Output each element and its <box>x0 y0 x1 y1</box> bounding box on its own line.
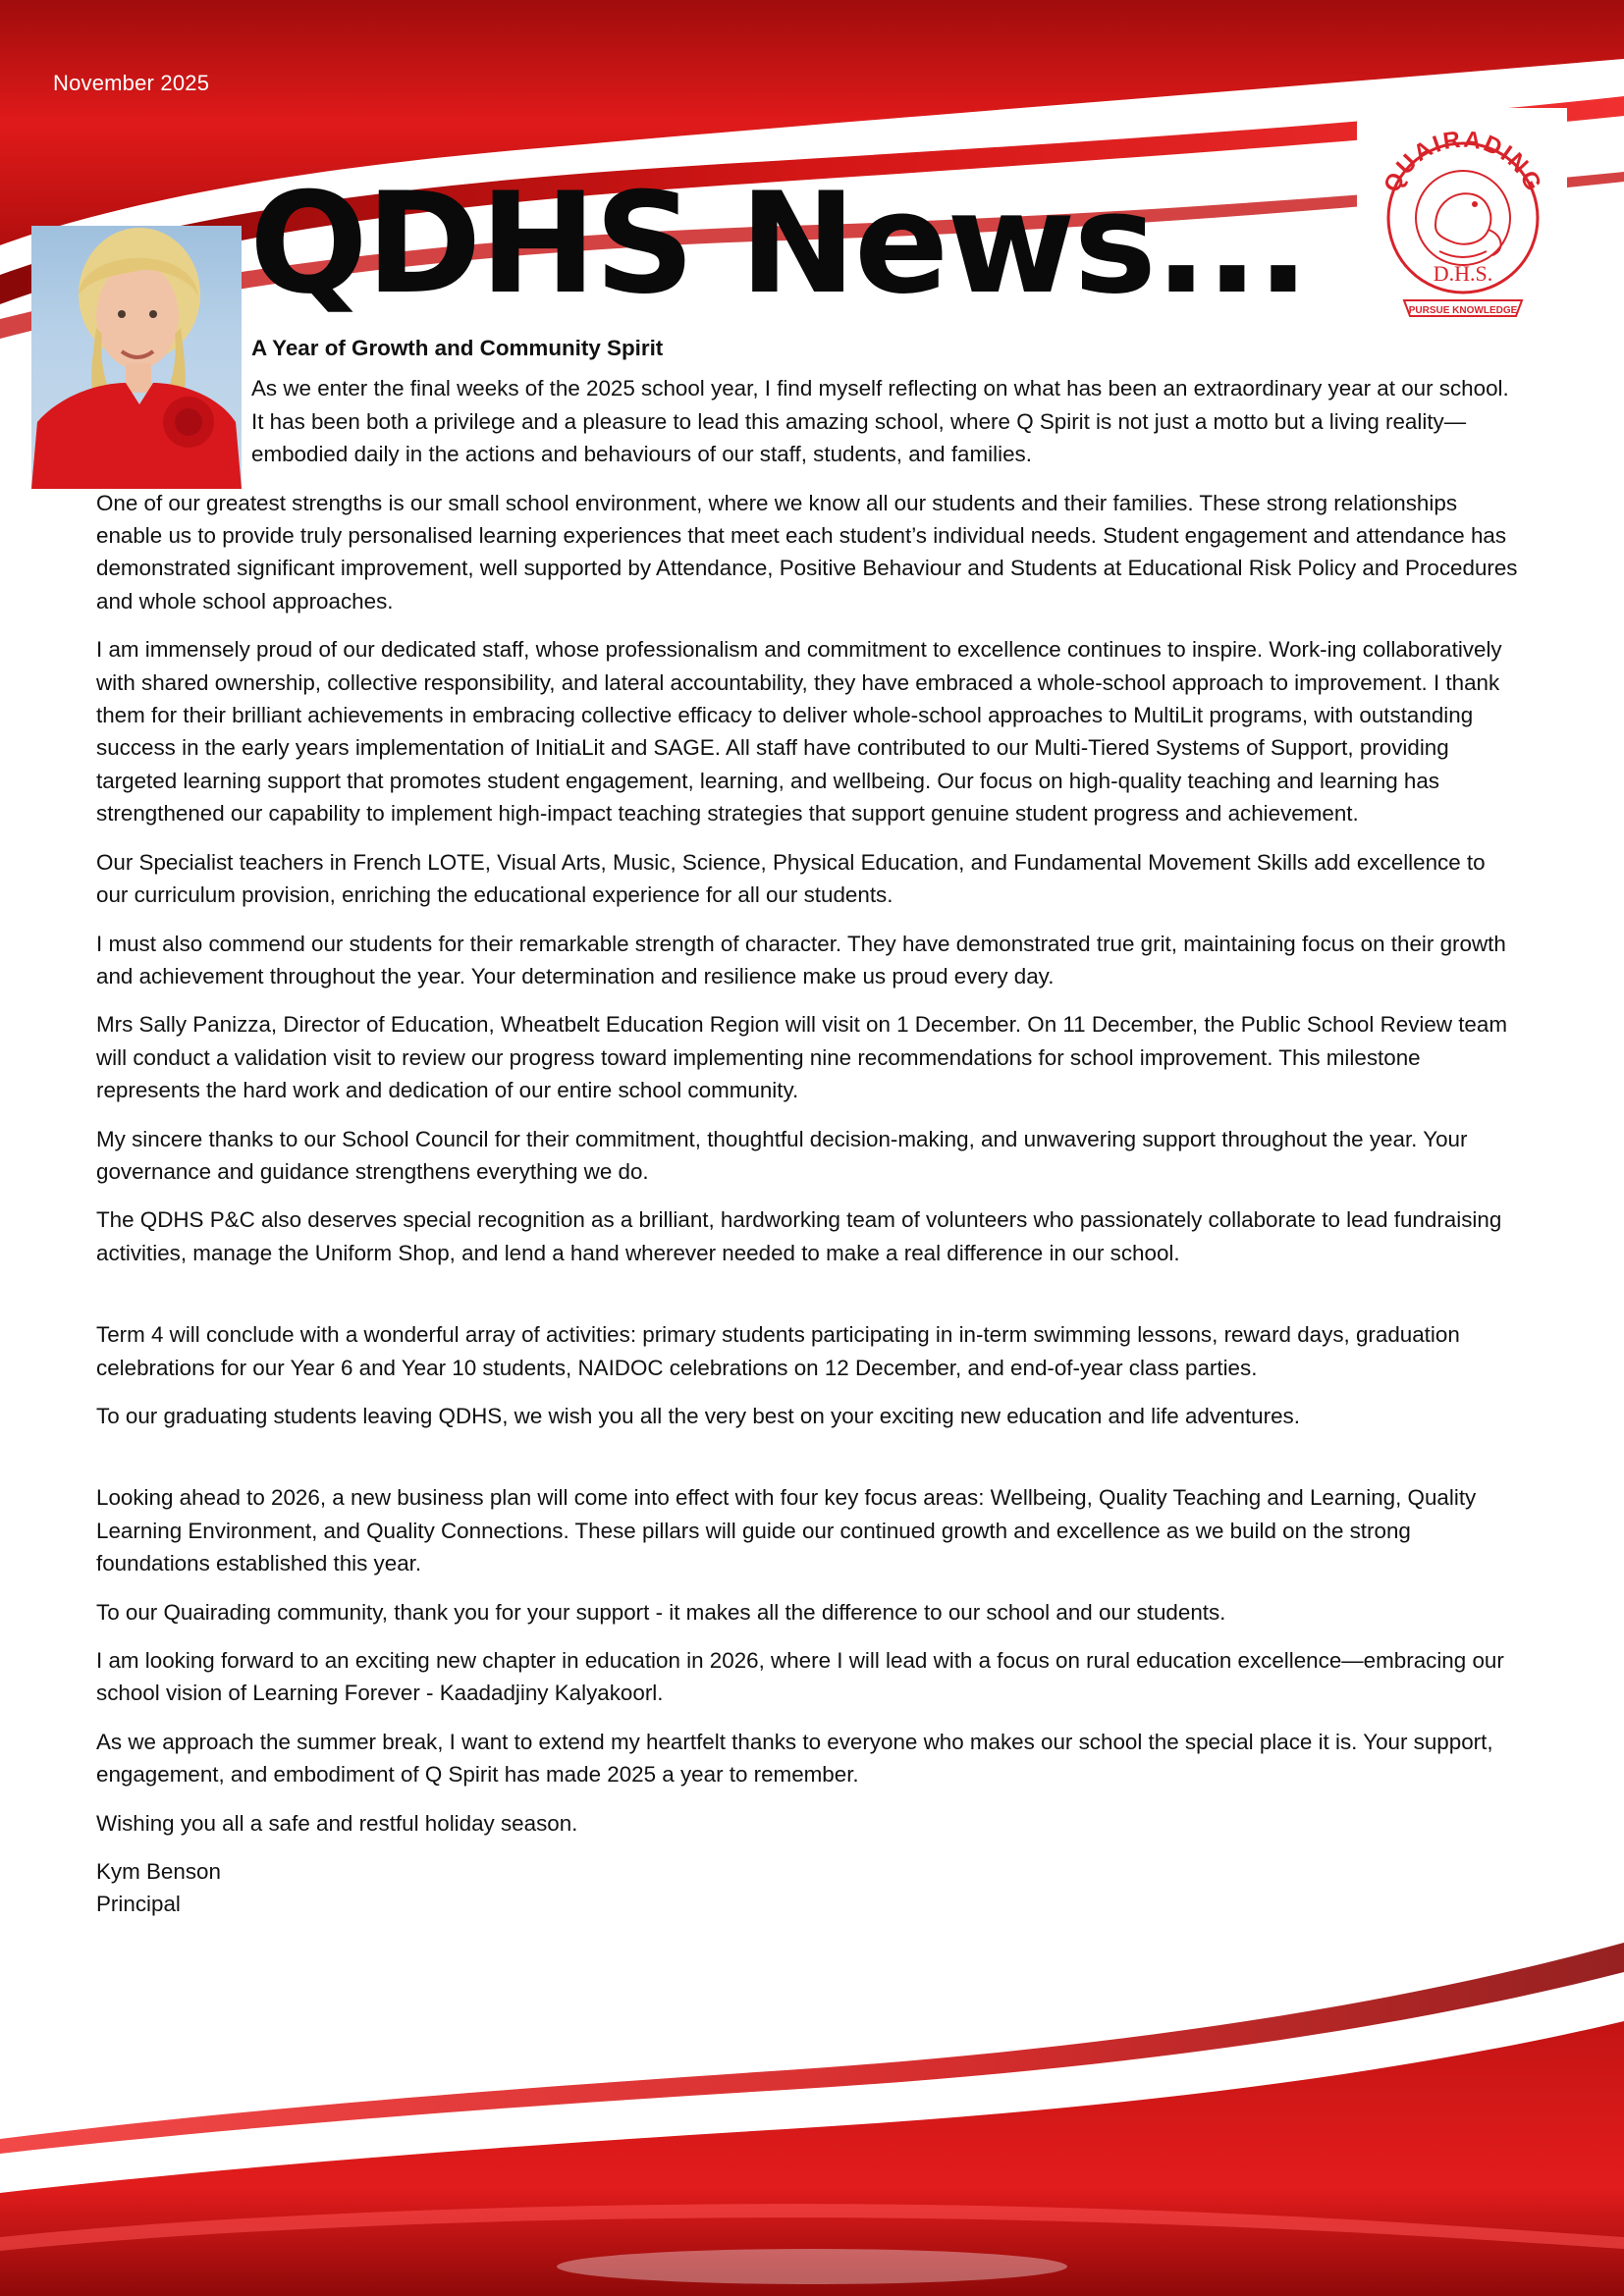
intro-block <box>251 332 1520 471</box>
ahead-paragraph: Looking ahead to 2026, a new business plan will come into effect with four key focus areas: Wellbeing, Quality Teaching and Learning, Quality Learning Environment, and Quality Connections. These pillars will guide our continued growth and excellence as we build on the strong foundations established this year. <box>96 1485 1477 1576</box>
logo-motto: PURSUE KNOWLEDGE <box>1408 305 1518 316</box>
intro-paragraph: As we enter the final weeks of the 2025 school year, I find myself reflecting on what has been an extraordinary year at our school. It has been both a privilege and a pleasure to lead this amazing school, where Q Spirit is not just a motto but a living reality—embodied daily in the actions and behaviours of our staff, students, and families. <box>251 376 1509 467</box>
ahead-paragraph: Wishing you all a safe and restful holiday season. <box>96 1810 578 1836</box>
signature-name: Kym Benson <box>96 1859 221 1885</box>
term4-paragraph: Term 4 will conclude with a wonderful array of activities: primary students participating in in-term swimming lessons, reward days, graduation celebrations for our Year 6 and Year 10 students, NAIDOC celebrations on 12 December, and end-of-year class parties. <box>96 1322 1460 1380</box>
term4-paragraph: To our graduating students leaving QDHS, we wish you all the very best on your exciting new education and life adventures. <box>96 1403 1300 1428</box>
body-paragraph: One of our greatest strengths is our small school environment, where we know all our students and their families. These strong relationships enable us to provide truly personalised learning experiences that meet each student’s individual needs. Student engagement and attendance has demonstrated significant improvement, well supported by Attendance, Positive Behaviour and Students at Educational Risk Policy and Procedures and whole school approaches. <box>96 490 1518 614</box>
body-paragraph: I must also commend our students for their remarkable strength of character. They have demonstrated true grit, maintaining focus on their growth and achievement throughout the year. Your determination and resilience make us proud every day. <box>96 931 1506 988</box>
article-heading: A Year of Growth and Community Spirit <box>251 336 664 360</box>
spacer <box>96 1448 1520 1481</box>
body-paragraph: My sincere thanks to our School Council for their commitment, thoughtful decision-making, and unwavering support throughout the year. Your governance and guidance strengthens everything we do. <box>96 1126 1468 1184</box>
ahead-paragraph: I am looking forward to an exciting new chapter in education in 2026, where I will lead with a focus on rural education excellence—embracing our school vision of Learning Forever - Kaadadjiny Kalyakoorl. <box>96 1648 1504 1706</box>
ahead-paragraph: To our Quairading community, thank you for your support - it makes all the difference to our school and our students. <box>96 1599 1226 1625</box>
body-paragraph: The QDHS P&C also deserves special recognition as a brilliant, hardworking team of volunteers who passionately collaborate to lead fundraising activities, manage the Uniform Shop, and lend a hand wherever needed to make a real difference in our school. <box>96 1207 1502 1265</box>
signature-role: Principal <box>96 1892 181 1917</box>
school-logo <box>1357 108 1567 340</box>
body-paragraph: I am immensely proud of our dedicated staff, whose professionalism and commitment to excellence continues to inspire. Work-ing collaboratively with shared ownership, collective responsibility, and lateral accountability, they have embraced a whole-school approach to improvement. I thank them for their brilliant achievements in embracing collective efficacy to deliver whole-school approaches to MultiLit programs, with outstanding success in the early years implementation of InitiaLit and SAGE. All staff have contributed to our Multi-Tiered Systems of Support, providing targeted learning support that promotes student engagement, learning, and wellbeing. Our focus on high-quality teaching and learning has strengthened our capability to implement high-impact teaching strategies that support genuine student progress and achievement. <box>96 637 1502 827</box>
logo-initials: D.H.S. <box>1433 261 1493 286</box>
newsletter-title: QDHS News... <box>249 163 1308 325</box>
issue-date: November 2025 <box>53 71 210 95</box>
ahead-paragraph: As we approach the summer break, I want to extend my heartfelt thanks to everyone who makes our school the special place it is. Your support, engagement, and embodiment of Q Spirit has made 2025 a year to remember. <box>96 1729 1493 1788</box>
principal-message <box>96 332 1520 1921</box>
body-paragraph: Our Specialist teachers in French LOTE, Visual Arts, Music, Science, Physical Education, and Fundamental Movement Skills add excellence to our curriculum provision, enriching the educational experience for all our students. <box>96 849 1486 908</box>
body-paragraph: Mrs Sally Panizza, Director of Education, Wheatbelt Education Region will visit on 1 December. On 11 December, the Public School Review team will conduct a validation visit to review our progress toward implementing nine recommendations for school improvement. This milestone represents the hard work and dedication of our entire school community. <box>96 1012 1507 1103</box>
spacer <box>96 1285 1520 1318</box>
logo-school-name: QUAIRADING <box>1379 126 1547 197</box>
signature-block <box>96 1855 1520 1921</box>
footer-swoosh-graphic <box>0 1943 1624 2296</box>
